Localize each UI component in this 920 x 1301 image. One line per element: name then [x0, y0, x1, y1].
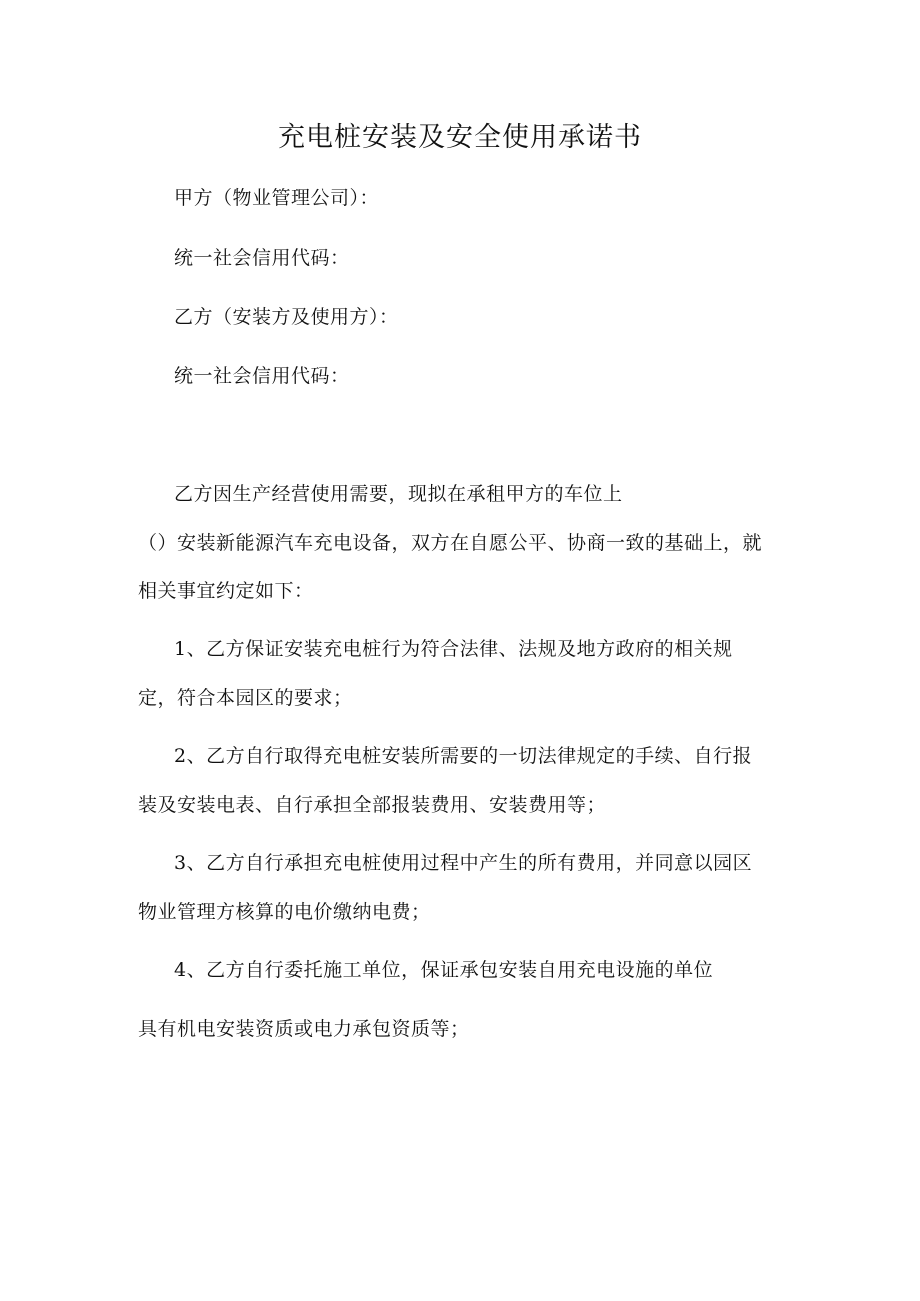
document-title: 充电桩安装及安全使用承诺书 — [278, 122, 642, 153]
clause-3-line-1: 3、乙方自行承担充电桩使用过程中产生的所有费用，并同意以园区 — [174, 852, 753, 874]
clause-4-line-2: 具有机电安装资质或电力承包资质等； — [138, 1018, 470, 1040]
intro-line-1: 乙方因生产经营使用需要，现拟在承租甲方的车位上 — [174, 483, 623, 505]
clause-1-line-1: 1、乙方保证安装充电桩行为符合法律、法规及地方政府的相关规 — [174, 638, 733, 660]
clause-1-line-2: 定，符合本园区的要求； — [138, 687, 353, 709]
clause-2-line-2: 装及安装电表、自行承担全部报装费用、安装费用等； — [138, 794, 607, 816]
party-b-label: 乙方（安装方及使用方）： — [174, 306, 399, 328]
party-a-label: 甲方（物业管理公司）： — [174, 187, 380, 209]
clause-2-line-1: 2、乙方自行取得充电桩安装所需要的一切法律规定的手续、自行报 — [174, 745, 753, 767]
intro-line-2: （）安装新能源汽车充电设备，双方在自愿公平、协商一致的基础上，就 — [138, 532, 763, 554]
intro-line-3: 相关事宜约定如下： — [138, 580, 314, 602]
party-a-credit-code-label: 统一社会信用代码： — [174, 247, 350, 269]
clause-3-line-2: 物业管理方核算的电价缴纳电费； — [138, 901, 431, 923]
clause-4-line-1: 4、乙方自行委托施工单位，保证承包安装自用充电设施的单位 — [174, 959, 714, 981]
party-b-credit-code-label: 统一社会信用代码： — [174, 365, 350, 387]
